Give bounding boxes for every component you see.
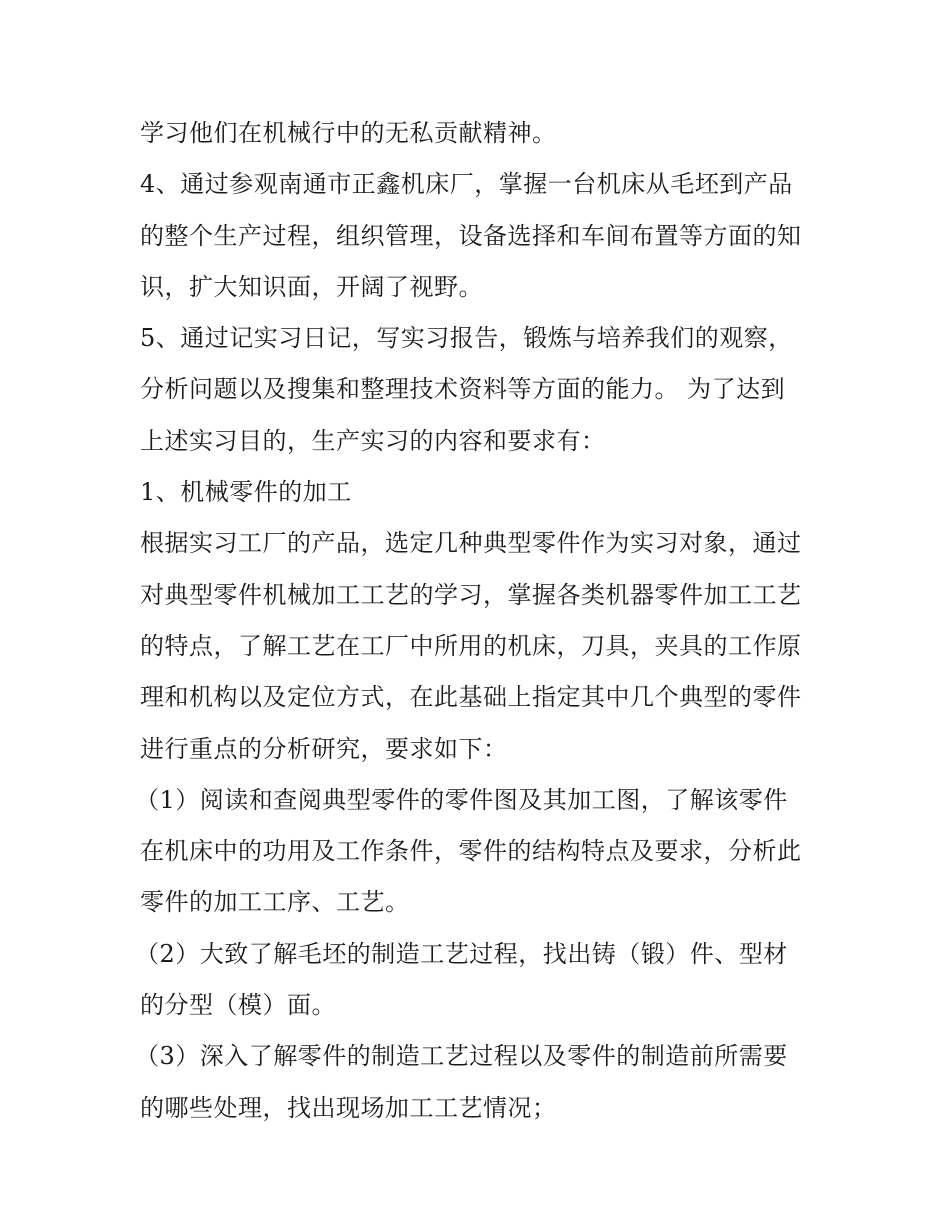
text-line: 的特点，了解工艺在工厂中所用的机床，刀具，夹具的工作原	[140, 631, 802, 660]
text-line: 根据实习工厂的产品，选定几种典型零件作为实习对象，通过	[140, 529, 802, 558]
text-line: 的分型（模）面。	[140, 991, 336, 1020]
text-line: 的哪些处理，找出现场加工工艺情况；	[140, 1093, 557, 1122]
text-line: 分析问题以及搜集和整理技术资料等方面的能力。 为了达到	[140, 375, 786, 404]
text-line: 在机床中的功用及工作条件，零件的结构特点及要求，分析此	[140, 837, 802, 866]
document-body	[135, 108, 820, 1134]
text-line: 理和机构以及定位方式，在此基础上指定其中几个典型的零件	[140, 683, 802, 712]
list-item-text: （3）深入了解零件的制造工艺过程以及零件的制造前所需要	[135, 1042, 788, 1071]
text-line: 进行重点的分析研究，要求如下：	[140, 734, 508, 763]
text-line: 的整个生产过程，组织管理，设备选择和车间布置等方面的知	[140, 221, 802, 250]
text-line: 识，扩大知识面，开阔了视野。	[140, 272, 483, 301]
text-line: 对典型零件机械加工工艺的学习，掌握各类机器零件加工工艺	[140, 580, 802, 609]
text-line: 零件的加工工序、工艺。	[140, 888, 410, 917]
list-item-text: （1）阅读和查阅典型零件的零件图及其加工图，了解该零件	[135, 785, 788, 814]
section-heading: 1、机械零件的加工	[140, 478, 352, 507]
text-line: 4、通过参观南通市正鑫机床厂，掌握一台机床从毛坯到产品	[140, 170, 793, 199]
list-item-text: （2）大致了解毛坯的制造工艺过程，找出铸（锻）件、型材	[135, 939, 788, 968]
text-line: 上述实习目的，生产实习的内容和要求有：	[140, 426, 606, 455]
text-line: 学习他们在机械行中的无私贡献精神。	[140, 119, 557, 147]
text-line: 5、通过记实习日记，写实习报告，锻炼与培养我们的观察，	[140, 324, 793, 353]
